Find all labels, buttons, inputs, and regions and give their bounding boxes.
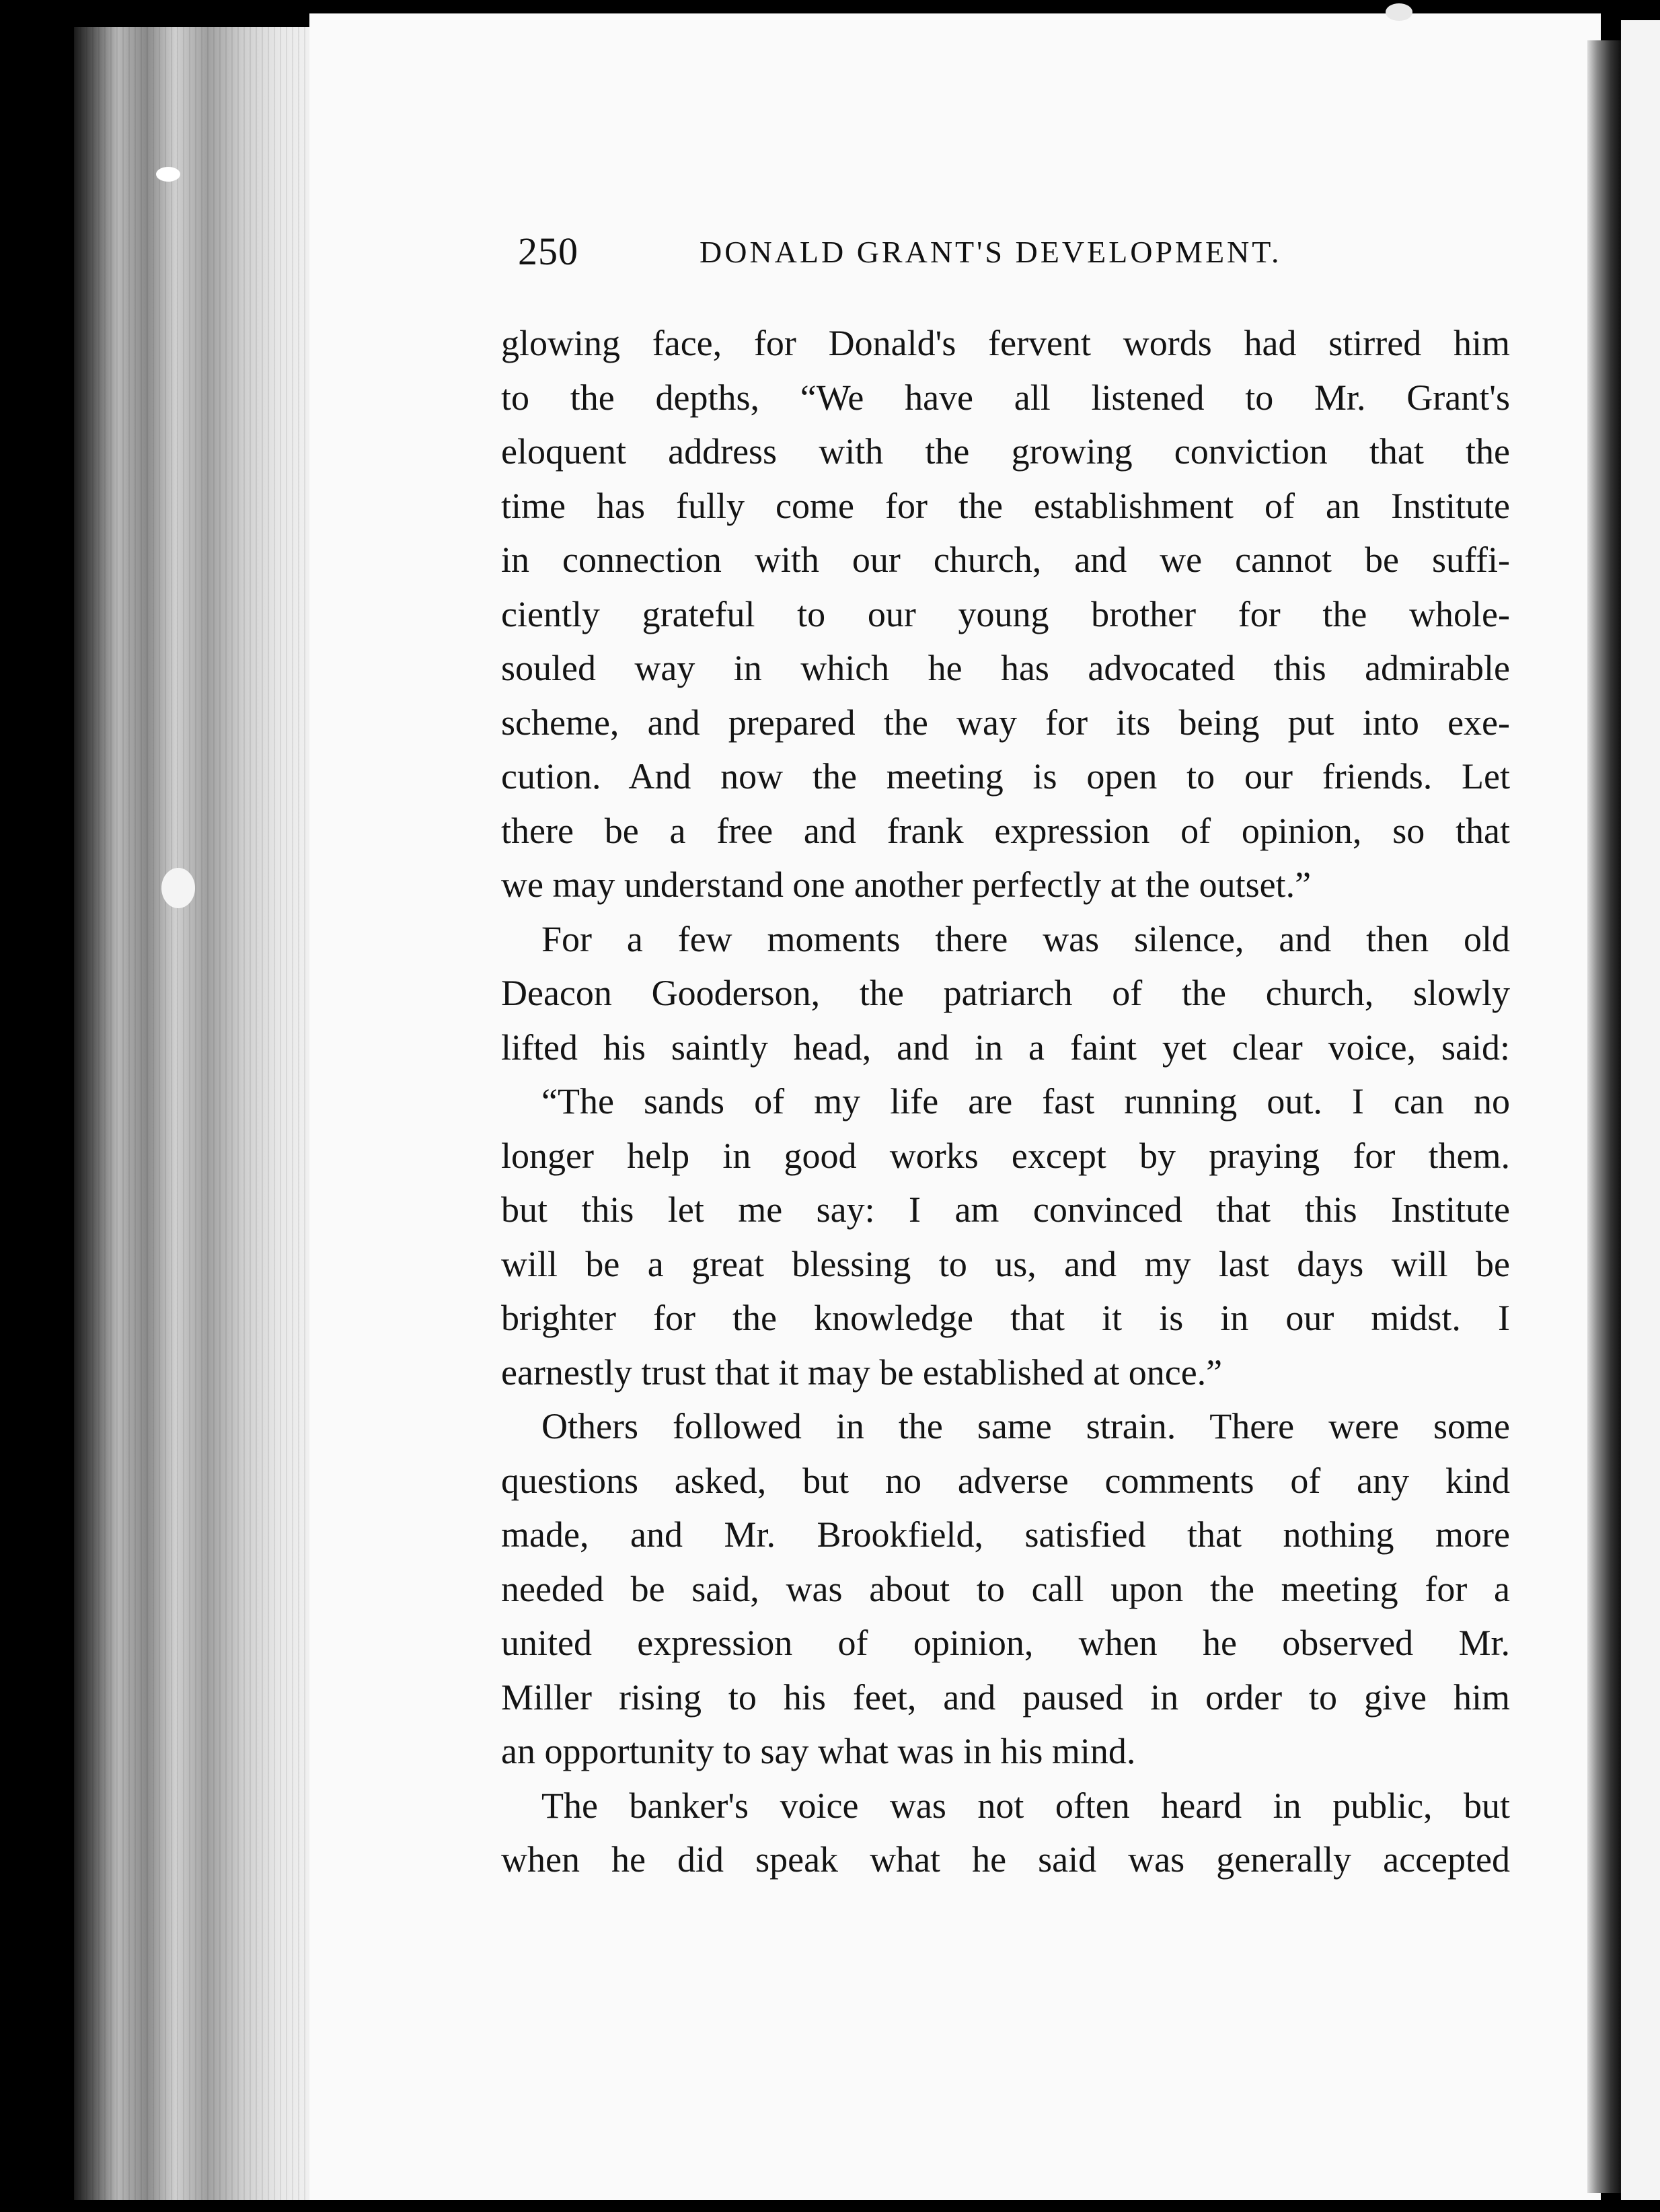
text-line: brighter for the knowledge that it is in our midst. I (501, 1298, 1510, 1338)
page-number: 250 (518, 229, 578, 273)
text-line: to the depths, “We have all listened to Mr. Grant's (501, 377, 1510, 418)
text-line: made, and Mr. Brookfield, satisfied that nothing more (501, 1514, 1510, 1555)
text-line: questions asked, but no adverse comments of any kind (501, 1460, 1510, 1501)
facing-page-edge (1621, 20, 1660, 2200)
scan-speck (1386, 3, 1412, 21)
text-line: but this let me say: I am convinced that this Institute (501, 1189, 1510, 1230)
text-line: “The sands of my life are fast running out. I can no (541, 1081, 1510, 1121)
text-line: earnestly trust that it may be established at once.” (501, 1352, 1223, 1393)
text-line: The banker's voice was not often heard in public, but (541, 1785, 1510, 1826)
text-line: Miller rising to his feet, and paused in order to give him (501, 1676, 1510, 1718)
right-page-fold (1587, 40, 1621, 2193)
running-title: DONALD GRANT'S DEVELOPMENT. (700, 235, 1282, 269)
text-line: Deacon Gooderson, the patriarch of the church, slowly (501, 973, 1510, 1013)
text-line: needed be said, was about to call upon the meeting for a (501, 1568, 1510, 1609)
text-line: there be a free and frank expression of opinion, so that (501, 810, 1510, 851)
text-line: an opportunity to say what was in his mind. (501, 1731, 1136, 1771)
stacked-page-edges (74, 27, 316, 2200)
text-line: will be a great blessing to us, and my last days will be (501, 1243, 1510, 1284)
text-line: united expression of opinion, when he observed Mr. (501, 1623, 1510, 1663)
text-line: ciently grateful to our young brother for the whole- (501, 593, 1510, 634)
text-line: longer help in good works except by praying for them. (501, 1135, 1510, 1176)
text-line: Others followed in the same strain. There were some (541, 1406, 1510, 1446)
text-line: time has fully come for the establishment of an Institute (501, 485, 1510, 526)
text-line: souled way in which he has advocated this admirable (501, 648, 1510, 688)
text-line: eloquent address with the growing conviction that the (501, 431, 1510, 472)
page-header (518, 229, 1392, 283)
text-line: cution. And now the meeting is open to our friends. Let (501, 756, 1510, 797)
scan-speck (156, 167, 180, 182)
scan-speck (161, 868, 195, 908)
text-line: For a few moments there was silence, and then old (541, 918, 1510, 959)
text-line: we may understand one another perfectly at the outset.” (501, 864, 1312, 905)
body-text (501, 316, 1510, 1887)
text-line: when he did speak what he said was generally accepted (501, 1839, 1510, 1880)
text-line: glowing face, for Donald's fervent words had stirred him (501, 323, 1510, 363)
text-line: in connection with our church, and we cannot be suffi- (501, 540, 1510, 580)
text-line: lifted his saintly head, and in a faint yet clear voice, said: (501, 1027, 1510, 1068)
text-line: scheme, and prepared the way for its being put into exe- (501, 702, 1510, 743)
